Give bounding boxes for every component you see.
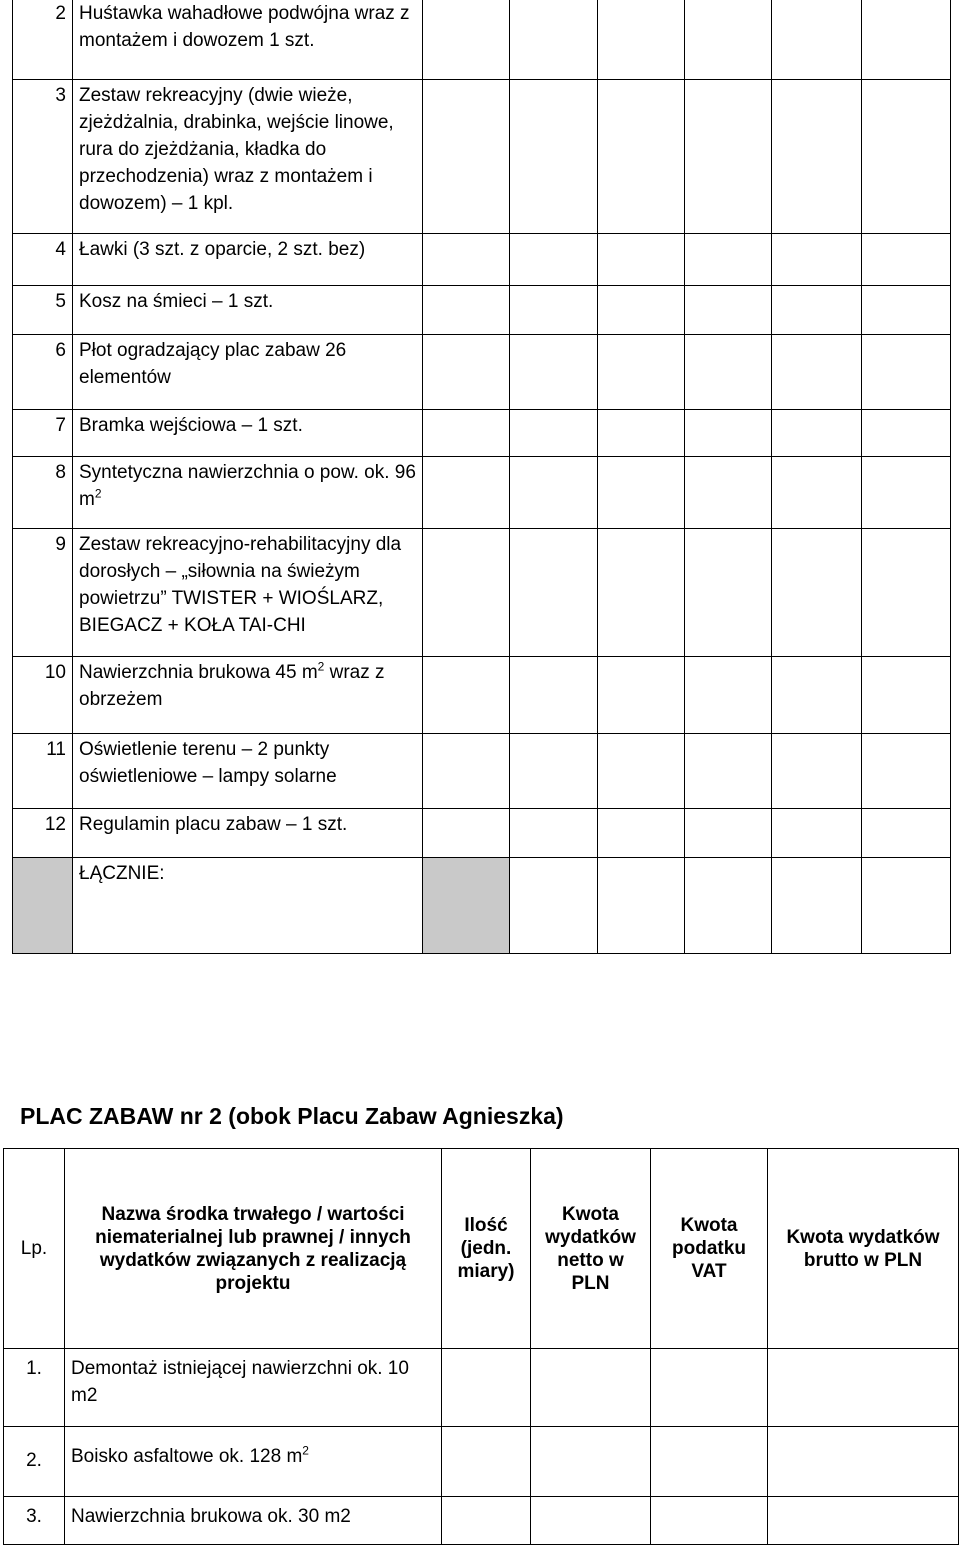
amount-cell [862,409,951,456]
amount-cell [772,334,862,409]
amount-cell [598,808,685,857]
amount-cell [862,79,951,233]
amount-cell [423,334,510,409]
amount-cell [510,456,598,528]
row-number: 2. [4,1427,65,1497]
amount-cell [772,233,862,285]
row-description [73,0,423,79]
description-text: Nawierzchnia brukowa ok. 30 m2 [71,1506,351,1527]
table-row [13,0,951,79]
description-text-after: wraz z obrzeżem [79,661,385,710]
description-text: Zestaw rekreacyjno-rehabilitacyjny dla dorosłych – „siłownia na świeżym powietrzu” TWISTER + WIOŚLARZ, BIEGACZ + KOŁA TAI-CHI [79,533,402,636]
amount-cell [685,456,772,528]
amount-cell [598,233,685,285]
table-row [13,733,951,808]
table-row [13,808,951,857]
amount-cell [598,0,685,79]
amount-cell [598,528,685,656]
amount-cell [423,528,510,656]
description-text: Płot ogradzający plac zabaw 26 elementów [79,339,347,388]
description-text: Boisko asfaltowe ok. 128 m [71,1446,303,1467]
row-description [73,334,423,409]
table-row [4,1349,959,1427]
amount-cell [442,1349,531,1427]
total-row [13,857,951,953]
row-number: 3 [13,79,73,233]
amount-cell [423,656,510,733]
row-description [73,285,423,334]
row-number: 6 [13,334,73,409]
amount-cell [772,456,862,528]
amount-cell [598,857,685,953]
amount-cell [510,285,598,334]
amount-cell [685,808,772,857]
table-row [4,1427,959,1497]
amount-cell [772,409,862,456]
superscript: 2 [302,1443,309,1458]
amount-cell [772,808,862,857]
amount-cell [862,233,951,285]
row-description [73,656,423,733]
amount-cell [598,285,685,334]
amount-cell [510,79,598,233]
amount-cell [598,456,685,528]
amount-cell [862,528,951,656]
table-row [13,233,951,285]
description-text: Demontaż istniejącej nawierzchni ok. 10 m2 [71,1358,409,1406]
amount-cell [685,0,772,79]
amount-cell [423,0,510,79]
amount-cell [510,233,598,285]
table-row [13,285,951,334]
description-text: Huśtawka wahadłowe podwójna wraz z montażem i dowozem 1 szt. [79,3,410,51]
total-label: ŁĄCZNIE: [73,857,423,953]
header-lp: Lp. [4,1149,65,1349]
description-text: Bramka wejściowa – 1 szt. [79,414,303,436]
row-number: 3. [4,1497,65,1545]
amount-cell [423,409,510,456]
row-number: 10 [13,656,73,733]
table-row [4,1497,959,1545]
description-text: Ławki (3 szt. z oparcie, 2 szt. bez) [79,238,366,260]
row-description [73,233,423,285]
amount-cell [772,656,862,733]
amount-cell [768,1427,959,1497]
table-row [13,79,951,233]
amount-cell [510,733,598,808]
header-net-amount: Kwota wydatków netto w PLN [531,1149,651,1349]
amount-cell [510,528,598,656]
amount-cell [510,857,598,953]
header-gross-amount: Kwota wydatków brutto w PLN [768,1149,959,1349]
amount-cell [598,656,685,733]
amount-cell [768,1349,959,1427]
row-description [73,409,423,456]
amount-cell [531,1497,651,1545]
row-number: 9 [13,528,73,656]
amount-cell [685,233,772,285]
header-vat-amount: Kwota podatku VAT [651,1149,768,1349]
amount-cell [531,1349,651,1427]
amount-cell [862,808,951,857]
amount-cell [862,334,951,409]
row-description [73,528,423,656]
amount-cell [772,733,862,808]
amount-cell [772,528,862,656]
amount-cell [510,808,598,857]
amount-cell [685,656,772,733]
row-description [65,1427,442,1497]
cost-table-2 [3,1148,959,1545]
table-row [13,334,951,409]
amount-cell [531,1427,651,1497]
description-text: Zestaw rekreacyjny (dwie wieże, zjeżdżalnia, drabinka, wejście linowe, rura do zjeżdżania, kładka do przechodzenia) wraz z montażem i dowozem) – 1 kpl. [79,84,394,214]
amount-cell [862,656,951,733]
amount-cell [423,808,510,857]
amount-cell [862,0,951,79]
amount-cell [685,79,772,233]
amount-cell [598,79,685,233]
amount-cell [685,528,772,656]
amount-cell [651,1497,768,1545]
amount-cell [510,334,598,409]
row-description [73,733,423,808]
description-text: Kosz na śmieci – 1 szt. [79,290,274,312]
amount-cell [510,656,598,733]
amount-cell [862,857,951,953]
amount-cell [772,857,862,953]
cost-table-1-body [13,0,951,953]
row-number: 5 [13,285,73,334]
row-description [73,456,423,528]
amount-cell [685,857,772,953]
amount-cell [772,0,862,79]
table-row [13,528,951,656]
amount-cell [423,233,510,285]
amount-cell [598,334,685,409]
row-description [65,1349,442,1427]
superscript: 2 [94,486,102,501]
amount-cell [772,285,862,334]
row-number: 2 [13,0,73,79]
row-description [73,79,423,233]
table-row [13,456,951,528]
row-description [65,1497,442,1545]
row-description [73,808,423,857]
row-number: 7 [13,409,73,456]
description-text: Nawierzchnia brukowa 45 m [79,661,318,683]
amount-cell [772,79,862,233]
amount-cell [862,285,951,334]
amount-cell [442,1497,531,1545]
superscript: 2 [317,659,325,674]
description-text: Oświetlenie terenu – 2 punkty oświetleniowe – lampy solarne [79,738,337,787]
amount-cell [862,456,951,528]
amount-cell [685,733,772,808]
description-text: Regulamin placu zabaw – 1 szt. [79,813,348,835]
header-name: Nazwa środka trwałego / wartości niematerialnej lub prawnej / innych wydatków związanych z realizacją projektu [65,1149,442,1349]
amount-cell [423,733,510,808]
amount-cell [651,1349,768,1427]
header-quantity: Ilość (jedn. miary) [442,1149,531,1349]
table-row [13,656,951,733]
amount-cell [598,409,685,456]
amount-cell [598,733,685,808]
amount-cell [510,0,598,79]
cost-table-2-body [4,1349,959,1545]
amount-cell [651,1427,768,1497]
shaded-cell [423,857,510,953]
amount-cell [423,79,510,233]
table-row [13,409,951,456]
section-title: PLAC ZABAW nr 2 (obok Placu Zabaw Agnieszka) [20,1103,564,1129]
cost-table-1 [12,0,951,954]
row-number: 11 [13,733,73,808]
amount-cell [685,285,772,334]
amount-cell [685,334,772,409]
table-header-row [4,1149,959,1349]
amount-cell [423,456,510,528]
amount-cell [510,409,598,456]
amount-cell [685,409,772,456]
row-number: 1. [4,1349,65,1427]
description-text: Syntetyczna nawierzchnia o pow. ok. 96 m [79,461,416,510]
shaded-cell [13,857,73,953]
amount-cell [423,285,510,334]
row-number: 4 [13,233,73,285]
row-number: 8 [13,456,73,528]
amount-cell [442,1427,531,1497]
row-number: 12 [13,808,73,857]
amount-cell [768,1497,959,1545]
amount-cell [862,733,951,808]
